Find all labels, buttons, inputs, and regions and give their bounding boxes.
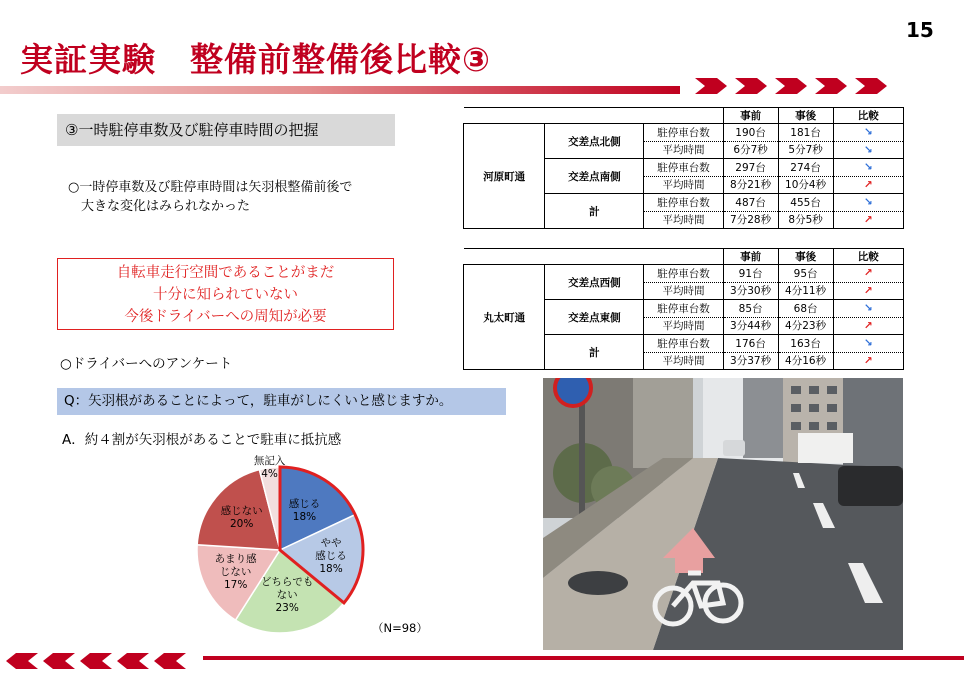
trend-down-arrow-icon: ↘ [863, 126, 873, 139]
trend-cell [833, 176, 903, 194]
metric-cell: 駐停車台数 [644, 194, 723, 212]
after-value-cell: 68台 [778, 300, 833, 318]
before-value-cell: 176台 [723, 335, 778, 353]
before-value-cell: 85台 [723, 300, 778, 318]
trend-cell [833, 282, 903, 300]
metric-cell: 平均時間 [644, 176, 723, 194]
after-value-cell: 4分11秒 [778, 282, 833, 300]
kawaramachi-table [463, 107, 904, 229]
before-value-cell: 3分37秒 [723, 352, 778, 370]
column-header: 事前 [723, 249, 778, 265]
metric-cell: 駐停車台数 [644, 124, 723, 142]
metric-cell: 駐停車台数 [644, 265, 723, 283]
before-value-cell: 190台 [723, 124, 778, 142]
conclusion-box [57, 258, 394, 330]
pie-slice-label: 感じない 20% [220, 505, 263, 531]
section-heading: ③一時駐停車数及び駐停車時間の把握 [57, 114, 395, 146]
trend-cell [833, 211, 903, 229]
trend-cell [833, 352, 903, 370]
table-header-row [464, 108, 904, 124]
pie-slice-label: 感じる 18% [288, 498, 321, 524]
header-blank-cell [464, 249, 545, 265]
table-header-row [464, 249, 904, 265]
after-value-cell: 4分23秒 [778, 317, 833, 335]
header-blank-cell [545, 249, 644, 265]
before-value-cell: 8分21秒 [723, 176, 778, 194]
location-cell: 交差点東側 [545, 300, 644, 335]
finding-line-2: 大きな変化はみられなかった [81, 199, 251, 214]
trend-down-arrow-icon: ↘ [863, 302, 873, 315]
after-value-cell: 455台 [778, 194, 833, 212]
conclusion-line-1: 自転車走行空間であることがまだ [116, 265, 335, 281]
trend-down-arrow-icon: ↘ [863, 161, 873, 174]
location-cell: 計 [545, 194, 644, 229]
header-blank-cell [464, 108, 545, 124]
trend-cell [833, 335, 903, 353]
sample-size-label: （N=98） [372, 621, 428, 635]
header-blank-cell [644, 249, 723, 265]
after-value-cell: 10分4秒 [778, 176, 833, 194]
chevron-right-decoration-icon [695, 76, 895, 96]
survey-question: Q：矢羽根があることによって，駐車がしにくいと感じますか。 [57, 388, 506, 415]
trend-up-arrow-icon: ↗ [863, 178, 873, 191]
column-header: 比較 [833, 249, 903, 265]
pie-slice-label: やや 感じる 18% [315, 536, 347, 575]
pie-slice-label: どちらでも ない 23% [260, 575, 314, 614]
trend-cell [833, 141, 903, 159]
table-row [464, 265, 904, 283]
trend-up-arrow-icon: ↗ [863, 213, 873, 226]
trend-cell [833, 159, 903, 177]
before-value-cell: 297台 [723, 159, 778, 177]
column-header: 事前 [723, 108, 778, 124]
pie-slice-label: あまり感 じない 17% [214, 553, 257, 592]
finding-text [68, 178, 398, 216]
street-photo [543, 378, 903, 650]
before-value-cell: 7分28秒 [723, 211, 778, 229]
trend-up-arrow-icon: ↗ [863, 354, 873, 367]
metric-cell: 平均時間 [644, 317, 723, 335]
location-cell: 交差点北側 [545, 124, 644, 159]
conclusion-line-2: 十分に知られていない [153, 287, 298, 303]
after-value-cell: 274台 [778, 159, 833, 177]
header-blank-cell [545, 108, 644, 124]
table-row [464, 124, 904, 142]
metric-cell: 駐停車台数 [644, 300, 723, 318]
trend-down-arrow-icon: ↘ [863, 143, 873, 156]
conclusion-line-3: 今後ドライバーへの周知が必要 [124, 309, 327, 325]
metric-cell: 平均時間 [644, 211, 723, 229]
survey-heading: ○ドライバーへのアンケート [60, 356, 233, 372]
trend-cell [833, 124, 903, 142]
column-header: 事後 [778, 249, 833, 265]
before-value-cell: 3分30秒 [723, 282, 778, 300]
bottom-rule [203, 656, 964, 660]
marutamachi-table [463, 248, 904, 370]
after-value-cell: 4分16秒 [778, 352, 833, 370]
trend-up-arrow-icon: ↗ [863, 284, 873, 297]
slide-title: 実証実験 整備前整備後比較③ [20, 40, 491, 79]
finding-line-1: ○一時停車数及び駐停車時間は矢羽根整備前後で [68, 180, 353, 195]
title-rule [0, 86, 680, 94]
street-photo-illustration [543, 378, 903, 650]
column-header: 事後 [778, 108, 833, 124]
after-value-cell: 163台 [778, 335, 833, 353]
location-cell: 交差点南側 [545, 159, 644, 194]
trend-up-arrow-icon: ↗ [863, 319, 873, 332]
metric-cell: 平均時間 [644, 352, 723, 370]
header-blank-cell [644, 108, 723, 124]
street-name-cell: 河原町通 [464, 124, 545, 229]
trend-cell [833, 300, 903, 318]
trend-down-arrow-icon: ↘ [863, 337, 873, 350]
before-value-cell: 3分44秒 [723, 317, 778, 335]
after-value-cell: 95台 [778, 265, 833, 283]
location-cell: 交差点西側 [545, 265, 644, 300]
after-value-cell: 5分7秒 [778, 141, 833, 159]
metric-cell: 駐停車台数 [644, 335, 723, 353]
column-header: 比較 [833, 108, 903, 124]
before-value-cell: 6分7秒 [723, 141, 778, 159]
trend-cell [833, 317, 903, 335]
trend-cell [833, 265, 903, 283]
page-number: 15 [906, 18, 934, 42]
metric-cell: 駐停車台数 [644, 159, 723, 177]
location-cell: 計 [545, 335, 644, 370]
metric-cell: 平均時間 [644, 141, 723, 159]
street-name-cell: 丸太町通 [464, 265, 545, 370]
trend-down-arrow-icon: ↘ [863, 196, 873, 209]
trend-up-arrow-icon: ↗ [863, 267, 873, 280]
before-value-cell: 91台 [723, 265, 778, 283]
chevron-left-decoration-icon [6, 651, 196, 671]
after-value-cell: 181台 [778, 124, 833, 142]
before-value-cell: 487台 [723, 194, 778, 212]
survey-answer: A．約４割が矢羽根があることで駐車に抵抗感 [62, 432, 342, 448]
metric-cell: 平均時間 [644, 282, 723, 300]
after-value-cell: 8分5秒 [778, 211, 833, 229]
trend-cell [833, 194, 903, 212]
pie-slice-label: 無記入 4% [253, 454, 286, 480]
